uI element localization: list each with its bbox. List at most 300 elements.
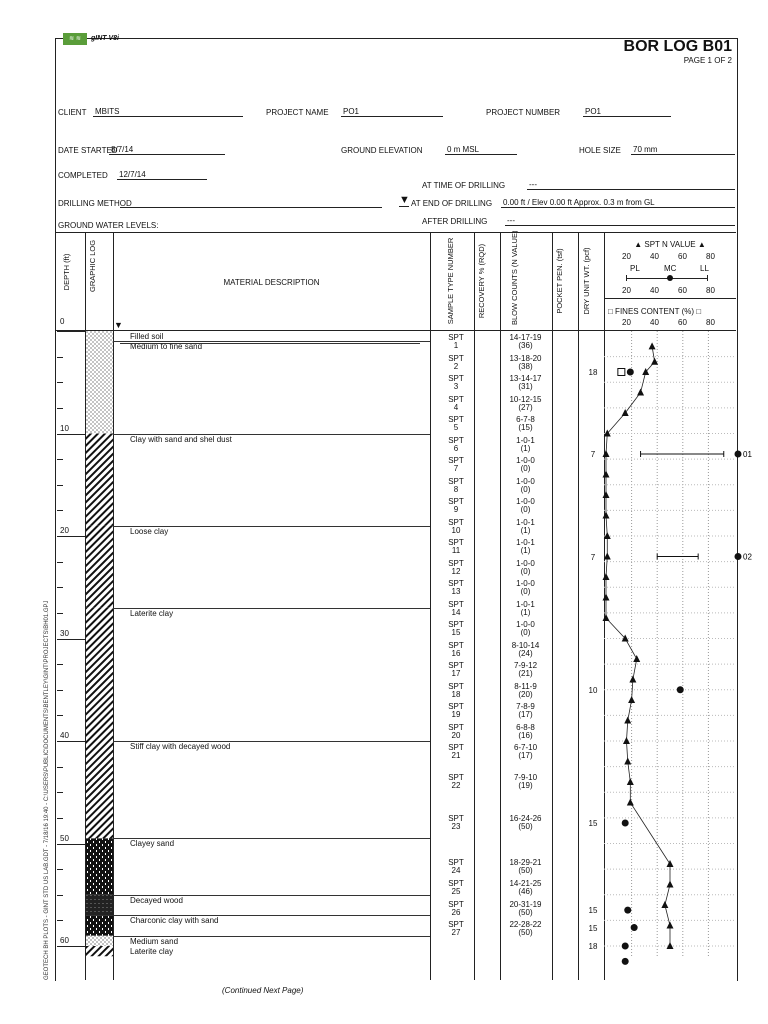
sample-id: 21: [451, 751, 461, 761]
moisture-point: [622, 958, 629, 965]
blow-count: 1-0-1: [516, 435, 535, 445]
col-pocket-header: POCKET PEN. (tsf): [555, 248, 564, 314]
divider-material: [430, 232, 431, 980]
divider-graphic: [113, 232, 114, 980]
blow-count: (31): [518, 382, 533, 392]
at-end-label: AT END OF DRILLING: [411, 199, 493, 208]
blow-count: 1-0-0: [516, 579, 535, 589]
gint-logo: ≋ ≋: [63, 33, 87, 45]
atterberg-legend-ll-tick: [707, 275, 708, 281]
water-level-icon: ▼: [399, 194, 410, 206]
sample-id: SPT: [448, 813, 464, 823]
blow-count: 1-0-1: [516, 517, 535, 527]
atterberg-label: 02: [743, 552, 752, 562]
client-value: MBITS: [93, 107, 243, 117]
sample-id: SPT: [448, 456, 464, 466]
blow-entry: [498, 560, 553, 576]
depth-tick: [57, 792, 63, 793]
material-description: Laterite clay: [130, 608, 174, 618]
sample-entry: [432, 683, 480, 699]
sample-id: SPT: [448, 661, 464, 671]
blow-entry: [498, 437, 553, 453]
sample-id: SPT: [448, 497, 464, 507]
sample-entry: [432, 416, 480, 432]
blow-count: (1): [520, 525, 531, 535]
blow-count: (0): [520, 464, 531, 474]
sample-entry: [432, 437, 480, 453]
material-description: Medium to fine sand: [130, 342, 203, 352]
fines-point: [618, 369, 625, 376]
dry-unit-weight: 7: [590, 450, 596, 459]
sample-entry: [432, 724, 480, 740]
ground-water-label: GROUND WATER LEVELS:: [58, 221, 159, 230]
blow-count: 7-8-9: [516, 702, 535, 712]
after-drilling-label: AFTER DRILLING: [422, 217, 488, 226]
dry-unit-weight: 15: [588, 906, 598, 916]
depth-tick: [57, 485, 63, 486]
sample-entry: [432, 334, 480, 350]
depth-tick: [57, 382, 63, 383]
sample-id: SPT: [448, 743, 464, 753]
graphic-layer: [86, 608, 113, 741]
col-material-header: MATERIAL DESCRIPTION: [223, 278, 320, 287]
blow-count: 6-7-8: [516, 415, 535, 425]
fines-header: □ FINES CONTENT (%) □: [608, 307, 702, 316]
sample-entry: [432, 539, 480, 555]
blow-count: (38): [518, 361, 533, 371]
after-drilling-value: ---: [505, 216, 735, 226]
blow-count: 13-18-20: [509, 353, 542, 363]
blow-count: (0): [520, 484, 531, 494]
sample-id: 9: [453, 505, 459, 515]
blow-count: (0): [520, 566, 531, 576]
spt-point: [661, 901, 668, 908]
sample-id: 16: [451, 648, 461, 658]
page-number: PAGE 1 OF 2: [683, 56, 732, 65]
sample-id: SPT: [448, 920, 464, 930]
sample-id: 22: [451, 780, 461, 790]
col-graphic-header: GRAPHIC LOG: [88, 239, 97, 292]
sample-entry: [432, 375, 480, 391]
sample-entry: [432, 815, 480, 831]
blow-entry: [498, 478, 553, 494]
sample-id: SPT: [448, 640, 464, 650]
depth-tick: [57, 357, 63, 358]
spt-line: [606, 346, 670, 946]
blow-count: 6-7-10: [513, 743, 538, 753]
layer-boundary: [113, 608, 430, 609]
depth-tick: [57, 587, 63, 588]
blow-entry: [498, 396, 553, 412]
spt-point: [627, 778, 634, 785]
depth-tick: [57, 562, 63, 563]
atterberg-offscale-point: [735, 451, 742, 458]
sample-id: 23: [451, 821, 461, 831]
divider-pocket: [578, 232, 579, 980]
sample-id: 13: [451, 587, 461, 597]
blow-entry: [498, 662, 553, 678]
sample-id: 1: [453, 341, 459, 351]
sample-id: 5: [453, 423, 459, 433]
depth-tick: [57, 459, 63, 460]
sample-id: 26: [451, 907, 461, 917]
depth-tick: [57, 818, 63, 819]
drilling-method-label: DRILLING METHOD: [58, 199, 132, 208]
depth-tick: [57, 690, 63, 691]
blow-count: (36): [518, 341, 533, 351]
depth-label: 40: [60, 731, 69, 740]
blow-count: 1-0-0: [516, 456, 535, 466]
sample-entry: [432, 560, 480, 576]
spt-point: [667, 881, 674, 888]
sample-id: 14: [451, 607, 461, 617]
blow-count: 20-31-19: [509, 899, 542, 909]
dry-unit-weight: 10: [588, 685, 598, 695]
blow-count: 1-0-1: [516, 538, 535, 548]
spt-point: [649, 342, 656, 349]
spt-point: [603, 614, 610, 621]
blow-count: (21): [518, 669, 533, 679]
blow-count: (1): [520, 443, 531, 453]
water-level-icon-base: [399, 206, 409, 207]
spt-point: [667, 922, 674, 929]
graphic-layer: [86, 915, 113, 936]
blow-count: 10-12-15: [509, 394, 542, 404]
sample-entry: [432, 901, 480, 917]
depth-tick: [57, 331, 85, 332]
blow-entry: [498, 683, 553, 699]
graphic-layer: [86, 741, 113, 838]
blow-count: (50): [518, 907, 533, 917]
material-description: Loose clay: [130, 526, 169, 536]
atterberg-label: 01: [743, 450, 752, 459]
spt-tick: 60: [678, 252, 687, 261]
material-description: Laterite clay: [130, 947, 174, 956]
blow-count: (46): [518, 887, 533, 897]
dry-unit-weight: 18: [588, 942, 598, 951]
spt-point: [603, 450, 610, 457]
depth-label: 20: [60, 526, 69, 535]
spt-point: [627, 799, 634, 806]
sample-entry: [432, 642, 480, 658]
graphic-layer: [86, 936, 113, 946]
sample-entry: [432, 744, 480, 760]
moisture-point: [677, 686, 684, 693]
sample-id: SPT: [448, 394, 464, 404]
fines-tick: 40: [650, 318, 659, 327]
material-description: Stiff clay with decayed wood: [130, 742, 231, 751]
depth-label: 0: [60, 317, 65, 326]
sample-entry: [432, 498, 480, 514]
blow-entry: [498, 724, 553, 740]
blow-count: 13-14-17: [509, 374, 542, 384]
atterberg-tick: 80: [706, 286, 715, 295]
blow-count: 1-0-0: [516, 476, 535, 486]
spt-tick: 20: [622, 252, 631, 261]
sample-entry: [432, 921, 480, 937]
completed-value: 12/7/14: [117, 170, 207, 180]
sample-id: SPT: [448, 538, 464, 548]
blow-count: (15): [518, 423, 533, 433]
blow-entry: [498, 416, 553, 432]
sample-entry: [432, 774, 480, 790]
sample-id: SPT: [448, 599, 464, 609]
drilling-method-value: [120, 198, 382, 208]
spt-point: [624, 758, 631, 765]
continued-note: (Continued Next Page): [222, 986, 304, 995]
blow-count: (0): [520, 628, 531, 638]
sample-id: 18: [451, 689, 461, 699]
blow-count: 7-9-10: [513, 772, 538, 782]
atterberg-offscale-point: [735, 553, 742, 560]
sample-entry: [432, 621, 480, 637]
blow-count: 7-9-12: [513, 661, 538, 671]
blow-count: (19): [518, 780, 533, 790]
project-number-label: PROJECT NUMBER: [486, 108, 561, 117]
atterberg-tick: 40: [650, 286, 659, 295]
sample-entry: [432, 662, 480, 678]
sample-id: SPT: [448, 374, 464, 384]
pl-label: PL: [630, 264, 640, 273]
spt-tick: 80: [706, 252, 715, 261]
layer-boundary: [113, 434, 430, 435]
depth-tick: [57, 920, 63, 921]
page-title: BOR LOG B01: [623, 38, 732, 55]
plot-header-rule: [604, 298, 736, 299]
spt-point: [604, 553, 611, 560]
moisture-point: [624, 907, 631, 914]
header-top-rule: [55, 232, 736, 233]
sample-entry: [432, 355, 480, 371]
sample-id: 27: [451, 928, 461, 938]
graphic-layer: [86, 895, 113, 916]
dry-unit-weight: 15: [588, 819, 598, 828]
sample-entry: [432, 396, 480, 412]
at-end-value: 0.00 ft / Elev 0.00 ft Approx. 0.3 m from GL: [501, 198, 735, 208]
blow-entry: [498, 375, 553, 391]
blow-entry: [498, 744, 553, 760]
spt-tick: 40: [650, 252, 659, 261]
sample-id: 25: [451, 887, 461, 897]
blow-count: 1-0-0: [516, 497, 535, 507]
file-path-vertical: GEOTECH BH PLOTS - GINT STD US LAB.GDT - 7/18/16 19:40 - C:\USERS\PUBLIC\DOCUMENTS\BENTLEY\GINT\PROJECTS\BH01.GPJ: [44, 600, 50, 980]
blow-count: 16-24-26: [509, 813, 542, 823]
sample-id: 3: [453, 382, 459, 392]
depth-tick: [57, 946, 85, 947]
mc-label: MC: [664, 264, 677, 273]
project-number-value: PO1: [583, 107, 671, 117]
sample-id: 24: [451, 865, 461, 875]
hole-size-label: HOLE SIZE: [579, 146, 621, 155]
material-description: Medium sand: [130, 936, 179, 946]
dry-unit-weight: 18: [588, 368, 598, 377]
blow-entry: [498, 901, 553, 917]
blow-entry: [498, 334, 553, 350]
depth-label: 50: [60, 833, 69, 843]
sample-id: 6: [453, 443, 459, 453]
blow-count: (17): [518, 710, 533, 720]
project-name-label: PROJECT NAME: [266, 108, 329, 117]
blow-count: 8-11-9: [514, 681, 537, 691]
sample-id: 8: [453, 484, 459, 494]
depth-tick: [57, 741, 85, 742]
spt-point: [603, 471, 610, 478]
blow-count: (17): [518, 751, 533, 761]
spt-point: [603, 512, 610, 519]
sample-entry: [432, 478, 480, 494]
col-duw-header: DRY UNIT WT. (pcf): [582, 247, 591, 315]
atterberg-legend-pl-tick: [626, 275, 627, 281]
blow-entry: [498, 601, 553, 617]
graphic-layer: [86, 331, 113, 341]
sample-id: SPT: [448, 681, 464, 691]
dry-unit-weight: 7: [590, 552, 596, 562]
depth-tick: [57, 613, 63, 614]
depth-tick: [57, 434, 85, 435]
depth-label: 30: [60, 628, 69, 638]
at-time-value: ---: [527, 180, 735, 190]
sample-id: 15: [451, 628, 461, 638]
graphic-layer: [86, 341, 113, 433]
depth-label: 60: [60, 936, 69, 945]
blow-count: 18-29-21: [509, 857, 542, 867]
layer-boundary: [113, 915, 430, 916]
blow-entry: [498, 519, 553, 535]
sample-entry: [432, 880, 480, 896]
sample-id: SPT: [448, 579, 464, 589]
sample-id: 19: [451, 710, 461, 720]
spt-point: [633, 655, 640, 662]
blow-count: (1): [520, 607, 531, 617]
sample-id: SPT: [448, 772, 464, 782]
sample-id: 20: [451, 730, 461, 740]
blow-entry: [498, 621, 553, 637]
sample-id: 4: [453, 402, 459, 412]
depth-tick: [57, 767, 63, 768]
blow-count: (50): [518, 928, 533, 938]
atterberg-range: [657, 553, 752, 562]
fines-tick: 20: [622, 318, 631, 327]
depth-tick: [57, 408, 63, 409]
sample-id: 10: [451, 525, 461, 535]
date-started-label: DATE STARTED: [58, 146, 118, 155]
sample-id: SPT: [448, 722, 464, 732]
sample-id: SPT: [448, 476, 464, 486]
sample-id: SPT: [448, 558, 464, 568]
spt-point: [603, 594, 610, 601]
hole-size-value: 70 mm: [631, 145, 735, 155]
blow-count: (50): [518, 865, 533, 875]
blow-entry: [498, 498, 553, 514]
depth-tick: [57, 639, 85, 640]
blow-entry: [498, 642, 553, 658]
water-table-marker: ▼: [114, 320, 123, 330]
blow-entry: [498, 815, 553, 831]
client-label: CLIENT: [58, 108, 87, 117]
blow-count: 14-21-25: [509, 879, 542, 889]
sample-entry: [432, 703, 480, 719]
filled-soil-bracket: [120, 343, 420, 344]
material-description: Clayey sand: [130, 839, 175, 849]
graphic-layer: [86, 526, 113, 608]
col-recovery-header: RECOVERY % (RQD): [477, 243, 486, 319]
sample-id: SPT: [448, 353, 464, 363]
ground-elevation-value: 0 m MSL: [445, 145, 517, 155]
spt-point: [628, 696, 635, 703]
blow-count: (0): [520, 505, 531, 515]
dry-unit-weight: 15: [588, 923, 598, 933]
spt-header: ▲ SPT N VALUE ▲: [634, 240, 706, 249]
depth-tick: [57, 869, 63, 870]
layer-boundary: [113, 741, 430, 742]
blow-count: 14-17-19: [509, 333, 542, 343]
sample-id: 11: [451, 546, 461, 556]
material-description: Filled soil: [130, 332, 164, 341]
sample-id: SPT: [448, 620, 464, 630]
col-depth-header: DEPTH (ft): [62, 253, 71, 291]
graphic-layer: [86, 946, 113, 956]
depth-tick: [57, 536, 85, 537]
depth-tick: [57, 510, 63, 511]
layer-boundary: [113, 526, 430, 527]
depth-tick: [57, 844, 85, 845]
sample-entry: [432, 519, 480, 535]
depth-tick: [57, 664, 63, 665]
sample-id: 7: [453, 464, 459, 474]
sample-id: SPT: [448, 857, 464, 867]
sample-id: 2: [453, 361, 459, 371]
atterberg-legend-mc-dot: [667, 275, 673, 281]
blow-entry: [498, 880, 553, 896]
spt-point: [603, 573, 610, 580]
blow-count: (1): [520, 546, 531, 556]
blow-entry: [498, 774, 553, 790]
sample-id: 12: [451, 566, 461, 576]
at-time-label: AT TIME OF DRILLING: [422, 181, 506, 190]
blow-count: 22-28-22: [509, 920, 542, 930]
blow-entry: [498, 580, 553, 596]
material-description: Charconic clay with sand: [130, 916, 219, 926]
completed-label: COMPLETED: [58, 171, 108, 180]
ll-label: LL: [700, 264, 709, 273]
col-blow-header: BLOW COUNTS (N VALUE): [510, 230, 519, 325]
spt-point: [637, 389, 644, 396]
moisture-point: [622, 820, 629, 827]
blow-count: 8-10-14: [511, 640, 540, 650]
layer-boundary: [113, 936, 430, 937]
spt-plot: [604, 331, 752, 981]
blow-entry: [498, 859, 553, 875]
sample-id: SPT: [448, 702, 464, 712]
atterberg-tick: 20: [622, 286, 631, 295]
sample-id: SPT: [448, 899, 464, 909]
sample-entry: [432, 457, 480, 473]
depth-tick: [57, 895, 63, 896]
moisture-point: [631, 924, 638, 931]
moisture-point: [622, 943, 629, 950]
sample-id: 17: [451, 669, 461, 679]
blow-count: 1-0-0: [516, 558, 535, 568]
project-name-value: PO1: [341, 107, 443, 117]
material-description: Clay with sand and shel dust: [130, 434, 232, 444]
blow-entry: [498, 539, 553, 555]
blow-entry: [498, 921, 553, 937]
blow-entry: [498, 355, 553, 371]
spt-point: [667, 860, 674, 867]
layer-boundary: [113, 341, 430, 342]
date-started-value: 8/7/14: [109, 145, 225, 155]
blow-count: 6-8-8: [516, 722, 535, 732]
